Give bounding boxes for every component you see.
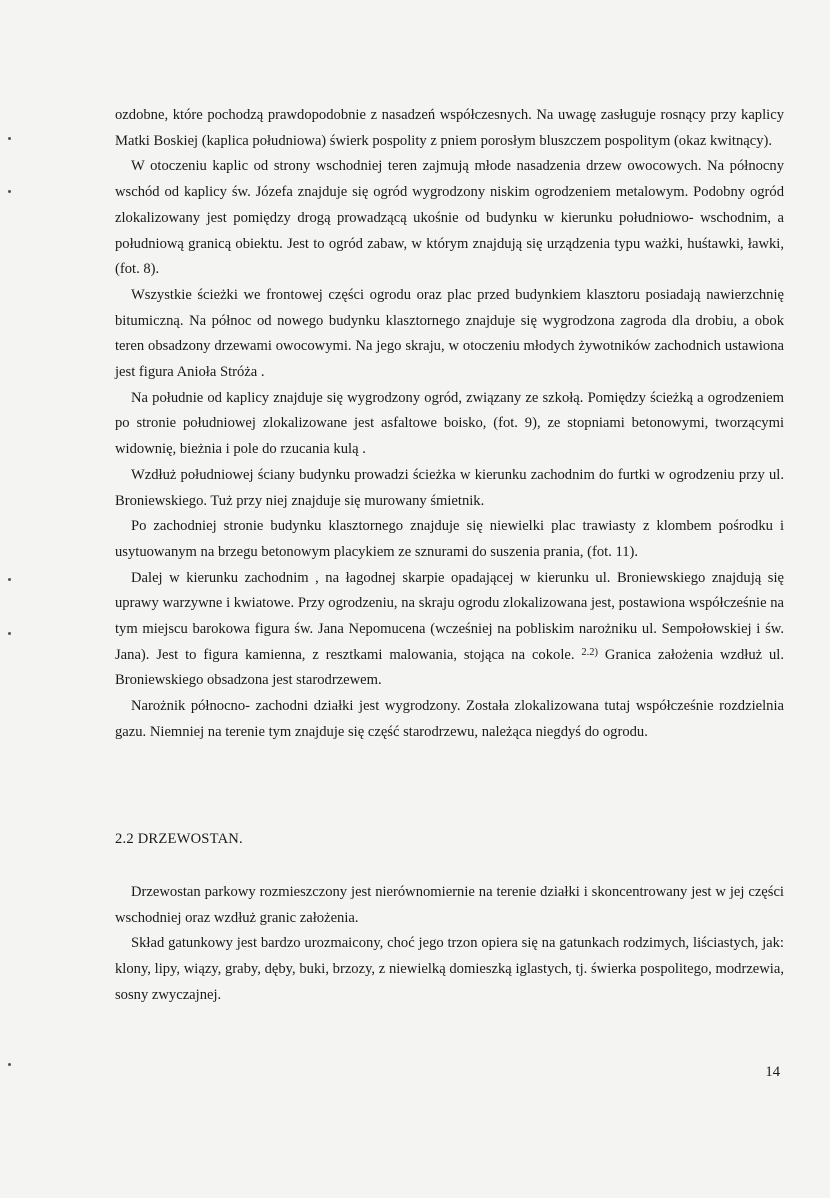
- paragraph: W otoczeniu kaplic od strony wschodniej teren zajmują młode nasadzenia drzew owocowych. Na północny wschód od kaplicy św. Józefa znajduje się ogród wygrodzony niskim ogrodzeniem metalowym. Podobny ogród zlokalizowany jest pomiędzy drogą prowadzącą ukośnie od budynku w kierunku południowo- wschodnim, a południową granicą obiektu. Jest to ogród zabaw, w którym znajdują się urządzenia typu ważki, huśtawki, ławki, (fot. 8).: [115, 158, 784, 278]
- paragraph: Drzewostan parkowy rozmieszczony jest nierównomiernie na terenie działki i skoncentrowany jest w jej części wschodniej oraz wzdłuż granic założenia.: [115, 884, 784, 926]
- section-body: [115, 880, 784, 1009]
- paragraph-text: Dalej w kierunku zachodnim , na łagodnej skarpie opadającej w kierunku ul. Broniewskiego znajdują się uprawy warzywne i kwiatowe. Przy ogrodzeniu, na skraju ogrodu zlokalizowana jest, postawiona współcześnie na tym miejscu barokowa figura św. Jana Nepomucena (wcześniej na pobliskim narożniku ul. Sempołowskiej i św. Jana). Jest to figura kamienna, z resztkami malowania, stojąca na cokole.: [115, 569, 784, 663]
- paragraph: Wszystkie ścieżki we frontowej części ogrodu oraz plac przed budynkiem klasztoru posiadają nawierzchnię bitumiczną. Na północ od nowego budynku klasztornego znajduje się wygrodzona zagroda dla drobiu, a obok teren obsadzony drzewami owocowymi. Na jego skraju, w otoczeniu młodych żywotników zachodnich ustawiona jest figura Anioła Stróża .: [115, 286, 784, 381]
- paragraph: Skład gatunkowy jest bardzo urozmaicony, choć jego trzon opiera się na gatunkach rodzimych, liściastych, jak: klony, lipy, wiązy, graby, dęby, buki, brzozy, z niewielką domieszką iglastych, tj. świerka pospolitego, modrzewia, sosny zwyczajnej.: [115, 935, 784, 1003]
- scan-mark: [8, 1063, 11, 1066]
- section-heading: 2.2 DRZEWOSTAN.: [115, 831, 243, 847]
- scan-mark: [8, 190, 11, 193]
- paragraph: Po zachodniej stronie budynku klasztornego znajduje się niewielki plac trawiasty z klombem pośrodku i usytuowanym na brzegu betonowym placykiem ze sznurami do suszenia prania, (fot. 11).: [115, 518, 784, 560]
- scan-mark: [8, 137, 11, 140]
- paragraph: [115, 566, 784, 695]
- page-number: 14: [765, 1064, 780, 1080]
- paragraph: ozdobne, które pochodzą prawdopodobnie z nasadzeń współczesnych. Na uwagę zasługuje rosnący przy kaplicy Matki Boskiej (kaplica południowa) świerk pospolity z pniem porosłym bluszczem pospolitym (okaz kwitnący).: [115, 107, 784, 149]
- paragraph: Narożnik północno- zachodni działki jest wygrodzony. Została zlokalizowana tutaj współcześnie rozdzielnia gazu. Niemniej na terenie tym znajduje się część starodrzewu, należąca niegdyś do ogrodu.: [115, 698, 784, 740]
- scan-mark: [8, 578, 11, 581]
- footnote-ref: 2.2): [581, 646, 599, 658]
- paragraph: Na południe od kaplicy znajduje się wygrodzony ogród, związany ze szkołą. Pomiędzy ścieżką a ogrodzeniem po stronie południowej zlokalizowane jest asfaltowe boisko, (fot. 9), ze stopniami betonowymi, tworzącymi widownię, bieżnia i pole do rzucania kulą .: [115, 389, 784, 458]
- paragraph: Wzdłuż południowej ściany budynku prowadzi ścieżka w kierunku zachodnim do furtki w ogrodzeniu przy ul. Broniewskiego. Tuż przy niej znajduje się murowany śmietnik.: [115, 466, 784, 509]
- body-text: [115, 103, 784, 746]
- scan-mark: [8, 632, 11, 635]
- paragraph-tail: Granica założenia wzdłuż ul. Broniewskiego obsadzona jest starodrzewem.: [115, 646, 784, 689]
